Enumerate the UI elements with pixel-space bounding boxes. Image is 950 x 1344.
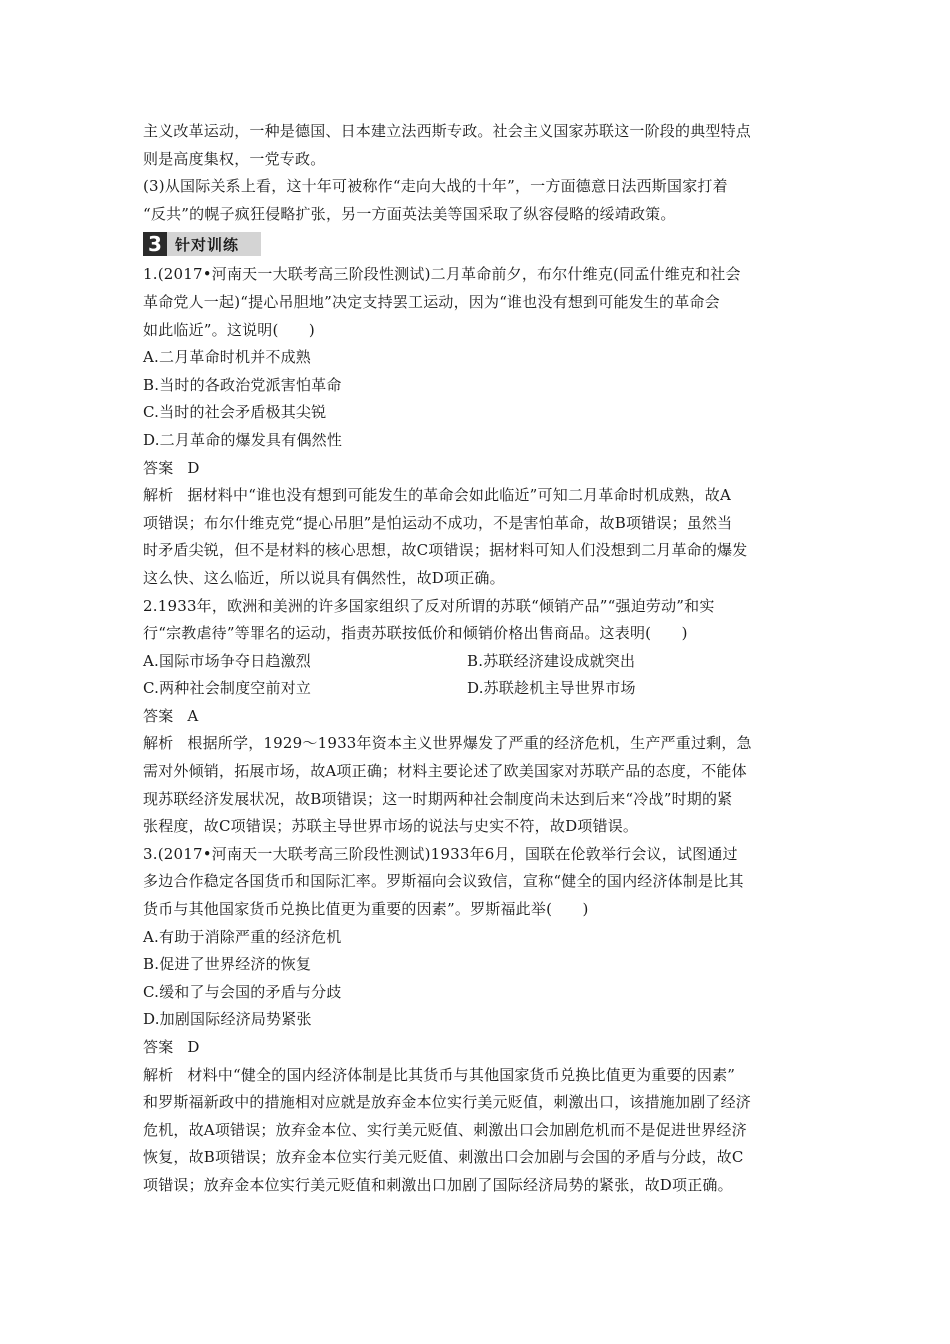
- section-heading: [143, 232, 261, 256]
- option-d: D.二月革命的爆发具有偶然性: [143, 430, 343, 449]
- option-d: D.苏联趁机主导世界市场: [467, 679, 636, 698]
- question-stem-line: 3.(2017•河南天一大联考高三阶段性测试)1933年6月，国联在伦敦举行会议，试图通过: [143, 844, 738, 863]
- answer-line: [143, 455, 815, 483]
- analysis-line: 恢复，故B项错误；放弃金本位实行美元贬值、刺激出口会加剧与会国的矛盾与分歧，故C: [143, 1148, 744, 1167]
- option-c: C.当时的社会矛盾极其尖锐: [143, 403, 327, 422]
- text-line: 主义改革运动，一种是德国、日本建立法西斯专政。社会主义国家苏联这一阶段的典型特点: [143, 122, 752, 140]
- analysis-line: 张程度，故C项错误；苏联主导世界市场的说法与史实不符，故D项错误。: [143, 817, 639, 836]
- option-b: B.促进了世界经济的恢复: [143, 955, 312, 974]
- option-a: A.国际市场争夺日趋激烈: [143, 651, 312, 670]
- option-b: B.当时的各政治党派害怕革命: [143, 375, 342, 394]
- analysis-label: 解析: [143, 1065, 174, 1084]
- question-stem-line: 2.1933年，欧洲和美洲的许多国家组织了反对所谓的苏联“倾销产品”“强迫劳动”和实: [143, 596, 715, 615]
- analysis-text: 根据所学，1929～1933年资本主义世界爆发了严重的经济危机，生产严重过剩，急: [187, 734, 752, 753]
- option-c: C.缓和了与会国的矛盾与分歧: [143, 982, 342, 1001]
- answer-value: D: [187, 458, 200, 477]
- answer-line: [143, 1034, 815, 1062]
- analysis-line: 和罗斯福新政中的措施相对应就是放弃金本位实行美元贬值，刺激出口，该措施加剧了经济: [143, 1093, 752, 1112]
- answer-label: 答案: [143, 1038, 174, 1056]
- analysis-text: 材料中“健全的国内经济体制是比其货币与其他国家货币兑换比值更为重要的因素”: [187, 1065, 736, 1084]
- answer-line: [143, 703, 815, 731]
- question-stem-line: 革命党人一起)“提心吊胆地”决定支持罢工运动，因为“谁也没有想到可能发生的革命会: [143, 292, 720, 311]
- options-row: [143, 648, 815, 676]
- question-3: [143, 841, 815, 1200]
- analysis-line: 现苏联经济发展状况，故B项错误；这一时期两种社会制度尚未达到后来“冷战”时期的紧: [143, 789, 733, 808]
- analysis-line: [143, 1062, 815, 1090]
- analysis-line: 项错误；放弃金本位实行美元贬值和刺激出口加剧了国际经济局势的紧张，故D项正确。: [143, 1175, 733, 1194]
- answer-value: D: [187, 1038, 200, 1056]
- option-a: A.有助于消除严重的经济危机: [143, 927, 342, 946]
- question-2: [143, 593, 815, 841]
- answer-label: 答案: [143, 706, 174, 725]
- question-stem-line: 货币与其他国家货币兑换比值更为重要的因素”。罗斯福此举( ): [143, 900, 589, 919]
- analysis-label: 解析: [143, 734, 174, 753]
- analysis-line: 危机，故A项错误；放弃金本位、实行美元贬值、刺激出口会加剧危机而不是促进世界经济: [143, 1120, 747, 1139]
- intro-paragraph: [143, 118, 815, 228]
- text-line: “反共”的幌子疯狂侵略扩张，另一方面英法美等国采取了纵容侵略的绥靖政策。: [143, 204, 676, 223]
- analysis-line: [143, 730, 815, 758]
- option-c: C.两种社会制度空前对立: [143, 679, 312, 698]
- option-b: B.苏联经济建设成就突出: [467, 651, 636, 670]
- answer-value: A: [187, 706, 199, 725]
- analysis-label: 解析: [143, 486, 174, 505]
- text-line: 则是高度集权，一党专政。: [143, 149, 326, 168]
- option-d: D.加剧国际经济局势紧张: [143, 1010, 312, 1029]
- analysis-line: 需对外倾销，拓展市场，故A项正确；材料主要论述了欧美国家对苏联产品的态度，不能体: [143, 762, 747, 781]
- analysis-line: 这么快、这么临近，所以说具有偶然性，故D项正确。: [143, 568, 505, 587]
- question-1: [143, 261, 815, 592]
- analysis-text: 据材料中“谁也没有想到可能发生的革命会如此临近”可知二月革命时机成熟，故A: [187, 486, 731, 505]
- question-stem-line: 如此临近”。这说明( ): [143, 320, 315, 339]
- question-stem-line: 多边合作稳定各国货币和国际汇率。罗斯福向会议致信，宣称“健全的国内经济体制是比其: [143, 872, 744, 891]
- document-page: [143, 118, 815, 1200]
- options-row: [143, 675, 815, 703]
- text-line: (3)从国际关系上看，这十年可被称作“走向大战的十年”，一方面德意日法西斯国家打着: [143, 177, 728, 196]
- analysis-line: 时矛盾尖锐，但不是材料的核心思想，故C项错误；据材料可知人们没想到二月革命的爆发: [143, 541, 748, 560]
- analysis-line: [143, 482, 815, 510]
- analysis-line: 项错误；布尔什维克党“提心吊胆”是怕运动不成功，不是害怕革命，故B项错误；虽然当: [143, 513, 733, 532]
- question-stem-line: 行“宗教虐待”等罪名的运动，指责苏联按低价和倾销价格出售商品。这表明( ): [143, 624, 688, 643]
- answer-label: 答案: [143, 458, 174, 477]
- section-number-badge: 3: [143, 232, 167, 256]
- section-title: 针对训练: [175, 235, 240, 254]
- question-stem-line: 1.(2017•河南天一大联考高三阶段性测试)二月革命前夕，布尔什维克(同孟什维克和社会: [143, 265, 741, 284]
- option-a: A.二月革命时机并不成熟: [143, 348, 312, 367]
